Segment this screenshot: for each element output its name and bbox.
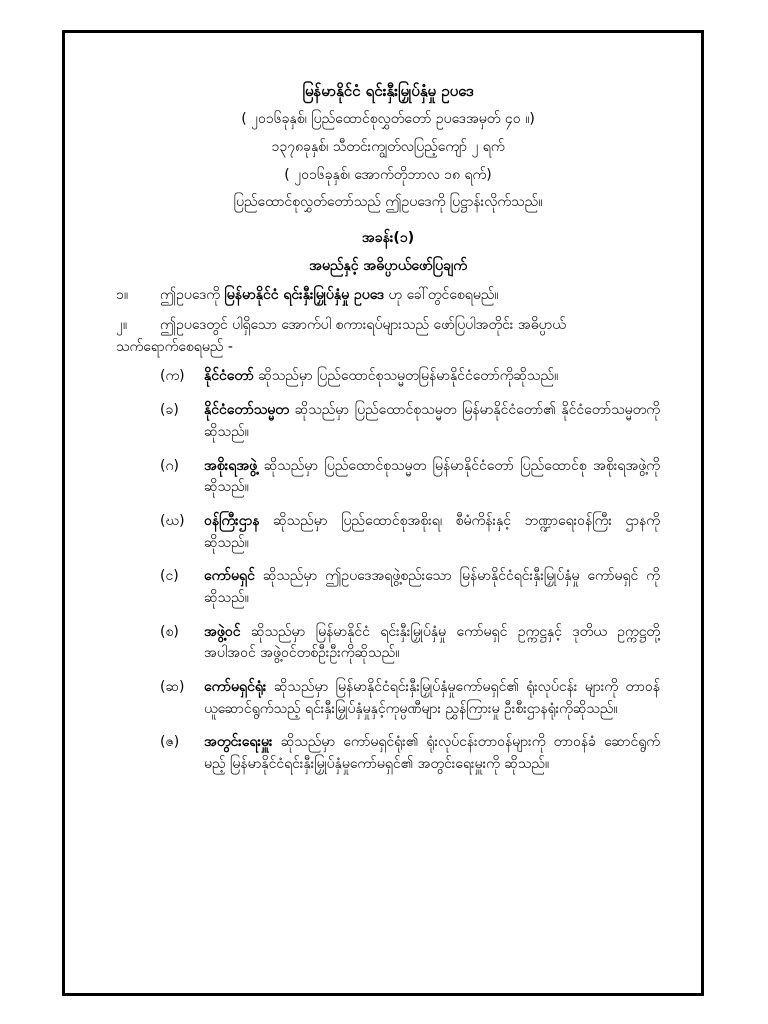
definition-item — [160, 456, 660, 499]
definition-text: ဆိုသည်မှာ ကော်မရှင်ရုံး၏ ရုံးလုပ်ငန်းတာဝန်များကို တာဝန်ခံ ဆောင်ရွက်မည့် မြန်မာနိုင်ငံရင်းနှီးမြှုပ်နှံမှုကော်မရှင်၏ အတွင်းရေးမှူးကို ဆိုသည်။ — [204, 734, 661, 773]
definition-item — [160, 677, 660, 720]
defined-term: ဝန်ကြီးဌာန — [204, 512, 260, 529]
law-number: ( ၂၀၁၆ခုနှစ်၊ ပြည်ထောင်စုလွှတ်တော် ဥပဒေအမှတ် ၄၀ ။) — [241, 111, 535, 128]
myanmar-date: ၁၃၇၈ခုနှစ်၊ သီတင်းကျွတ်လပြည့်ကျော် ၂ ရက် — [271, 138, 505, 155]
definition-text: ဆိုသည်မှာ ပြည်ထောင်စုသမ္မတမြန်မာနိုင်ငံတော်ကိုဆိုသည်။ — [258, 368, 559, 385]
clause-mark: (ဆ) — [160, 679, 185, 695]
clause-mark: (ဂ) — [160, 457, 179, 474]
section-text-after: ဟု ခေါ်တွင်စေရမည်။ — [388, 287, 499, 304]
document-body — [116, 80, 660, 788]
defined-term: နိုင်ငံတော် — [204, 368, 254, 385]
definition-item — [160, 400, 660, 443]
defined-term: ကော်မရှင်ရုံး — [204, 679, 267, 695]
clause-mark: (က) — [160, 368, 185, 385]
section-2-continuation: သက်ရောက်စေရမည် - — [116, 338, 233, 355]
enactment-statement: ပြည်ထောင်စုလွှတ်တော်သည် ဤဥပဒေကို ပြဋ္ဌာန်းလိုက်သည်။ — [233, 194, 543, 211]
definition-text: ဆိုသည်မှာ မြန်မာနိုင်ငံရင်းနှီးမြှုပ်နှံမှုကော်မရှင်၏ ရုံးလုပ်ငန်း များကို တာဝန်ယူဆောင်ရွက်သည့် ရင်းနှီးမြှုပ်နှံမှုနှင့်ကုမ္ပဏီများ ညွှန်ကြားမှု ဦးစီးဌာနရုံးကိုဆိုသည်။ — [204, 679, 661, 717]
definition-text: ဆိုသည်မှာ ပြည်ထောင်စုသမ္မတ မြန်မာနိုင်ငံတော်၏ နိုင်ငံတော်သမ္မတကိုဆိုသည်။ — [204, 402, 661, 440]
definitions-list — [116, 366, 660, 775]
definition-item — [160, 566, 660, 609]
section-2 — [116, 315, 660, 337]
section-text-before: ဤဥပဒေကို — [160, 287, 220, 304]
chapter-label: အခန်း(၁) — [361, 230, 415, 246]
clause-mark: (ခ) — [160, 402, 179, 419]
definition-text: ဆိုသည်မှာ ပြည်ထောင်စုအစိုးရ၊ စီမံကိန်းနှင့် ဘဏ္ဍာရေးဝန်ကြီး ဌာနကို ဆိုသည်။ — [204, 512, 660, 551]
definition-item — [160, 622, 660, 665]
definition-item — [160, 366, 660, 388]
definition-item — [160, 732, 660, 775]
section-1 — [116, 285, 660, 307]
defined-term: ကော်မရှင် — [204, 568, 255, 585]
definition-text: ဆိုသည်မှာ မြန်မာနိုင်ငံ ရင်းနှီးမြှုပ်နှံမှု ကော်မရှင် ဥက္ကဋ္ဌနှင့် ဒုတိယ ဥက္ကဋ္ဌတို့အပါအဝင် အဖွဲ့ဝင်တစ်ဦးဦးကိုဆိုသည်။ — [204, 623, 660, 662]
law-title: မြန်မာနိုင်ငံ ရင်းနှီးမြှုပ်နှံမှု ဥပဒေ — [302, 82, 474, 100]
clause-mark: (ဃ) — [160, 512, 185, 529]
gregorian-date: ( ၂၀၁၆ခုနှစ်၊ အောက်တိုဘာလ ၁၈ ရက်) — [284, 166, 492, 183]
definition-text: ဆိုသည်မှာ ဤဥပဒေအရဖွဲ့စည်းသော မြန်မာနိုင်ငံရင်းနှီးမြှုပ်နှံမှု ကော်မရှင် ကိုဆိုသည်။ — [204, 568, 660, 606]
definition-text: ဆိုသည်မှာ ပြည်ထောင်စုသမ္မတ မြန်မာနိုင်ငံတော် ပြည်ထောင်စု အစိုးရအဖွဲ့ကိုဆိုသည်။ — [204, 457, 661, 496]
law-short-title: မြန်မာနိုင်ငံ ရင်းနှီးမြှုပ်နှံမှု ဥပဒေ — [224, 287, 385, 304]
clause-mark: (ဇ) — [160, 734, 180, 751]
section-text — [160, 285, 660, 307]
section-number: ၁။ — [116, 287, 129, 304]
defined-term: အစိုးရအဖွဲ့ — [204, 457, 258, 474]
chapter-title: အမည်နှင့် အဓိပ္ပာယ်ဖော်ပြချက် — [309, 257, 467, 274]
definition-item — [160, 511, 660, 554]
clause-mark: (င) — [160, 568, 179, 585]
section-number: ၂။ — [116, 317, 128, 334]
defined-term: အတွင်းရေးမှူး — [204, 734, 273, 751]
defined-term: အဖွဲ့ဝင် — [204, 623, 241, 640]
defined-term: နိုင်ငံတော်သမ္မတ — [204, 402, 289, 419]
section-text: ဤဥပဒေတွင် ပါရှိသော အောက်ပါ စကားရပ်များသည် ဖော်ပြပါအတိုင်း အဓိပ္ပာယ် — [160, 317, 566, 334]
clause-mark: (စ) — [160, 623, 179, 640]
